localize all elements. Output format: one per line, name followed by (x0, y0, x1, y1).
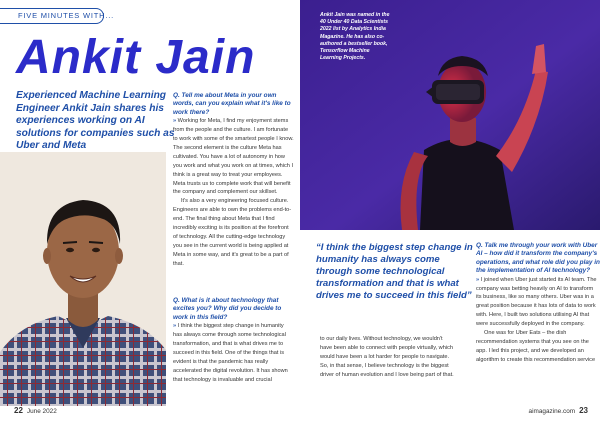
chevron-right-icon: » (173, 118, 178, 125)
answer-2: » I think the biggest step change in humanity has always come through some technological transformation, and that is what drives me to succeed in this field. One of the things that is evident is that the pandemic has really accelerated the digital revolution. It has shown that technology is invaluable and crucial (173, 323, 288, 383)
answer-1: » Working for Meta, I find my enjoyment stems from the people and the culture. I am fortunate to work with some of the smartest people I know. The second element is the culture Meta has cultivated. You have a lot of autonomy in how you work and what you work on at times, which I think is a great way to treat your employees. Meta trusts us to complete work that will benefit the company and complement our skillset. (173, 118, 294, 196)
column-right-right (476, 242, 600, 365)
section-tag-label: FIVE MINUTES WITH... (18, 11, 114, 20)
website-url[interactable]: aimagazine.com (528, 408, 576, 415)
question-1: Q. Tell me about Meta in your own words, can you explain what it's like to work there? (173, 92, 291, 116)
answer-2-continued: to our daily lives. Without technology, we wouldn't have been able to connect with people virtually, which would have been a lot harder for people to navigate. So, in that sense, I believe technology is the biggest driver of human evolution and I love being part of that. (320, 336, 454, 378)
photo-caption: Ankit Jain was named in the 40 Under 40 Data Scientists 2022 list by Analytics India Magazine. He has also co-authored a bestseller book, Tensorflow Machine Learning Projects. (320, 12, 390, 62)
page-number-right: 23 (579, 406, 588, 415)
column-right-left (320, 335, 455, 380)
vr-headset-photo (300, 0, 600, 230)
column-left-top (173, 92, 294, 269)
chevron-right-icon: » (476, 276, 481, 283)
portrait-photo (0, 152, 166, 406)
question-2: Q. What is it about technology that excites you? Why did you decide to work in this field? (173, 297, 282, 321)
page-number-left: 22 (14, 406, 23, 415)
answer-3: » I joined when Uber just started its AI team. The company was betting heavily on AI to transform its business, like so many others. Uber was in a great position because it has lots of data to work with. Here, I built two solutions utilising AI that were successfully deployed in the company. (476, 276, 597, 328)
section-tag (0, 8, 114, 24)
headline: Ankit Jain (16, 31, 256, 84)
chevron-right-icon: » (173, 323, 178, 330)
right-page (300, 0, 600, 424)
folio-left (14, 406, 57, 415)
folio-right (529, 406, 588, 415)
answer-3-continued: One was for Uber Eats – the dish recommendation systems that you see on the app. I led this project, and we developed an algorithm to create this recommendation service (476, 330, 596, 363)
pull-quote: “I think the biggest step change in humanity has always come through some technological transformation and that is what drives me to succeed in this field” (316, 242, 473, 301)
standfirst: Experienced Machine Learning Engineer Ankit Jain shares his experiences working on AI solutions for companies such as Uber and Meta (16, 90, 175, 152)
answer-1-continued: It's also a very engineering focused culture. Engineers are able to own the problems end-to-end. The final thing about Meta that I find incredibly exciting is its position at the forefront of technology. All the cutting-edge technology you see in the current world is being applied at Meta in some way, and it's great to be a part of that. (173, 198, 292, 267)
column-left-bottom (173, 297, 294, 385)
issue-date: June 2022 (26, 408, 57, 415)
question-3: Q. Talk me through your work with Uber AI – how did it transform the company's operations, and what role did you play in the implementation of AI technology? (476, 242, 600, 275)
